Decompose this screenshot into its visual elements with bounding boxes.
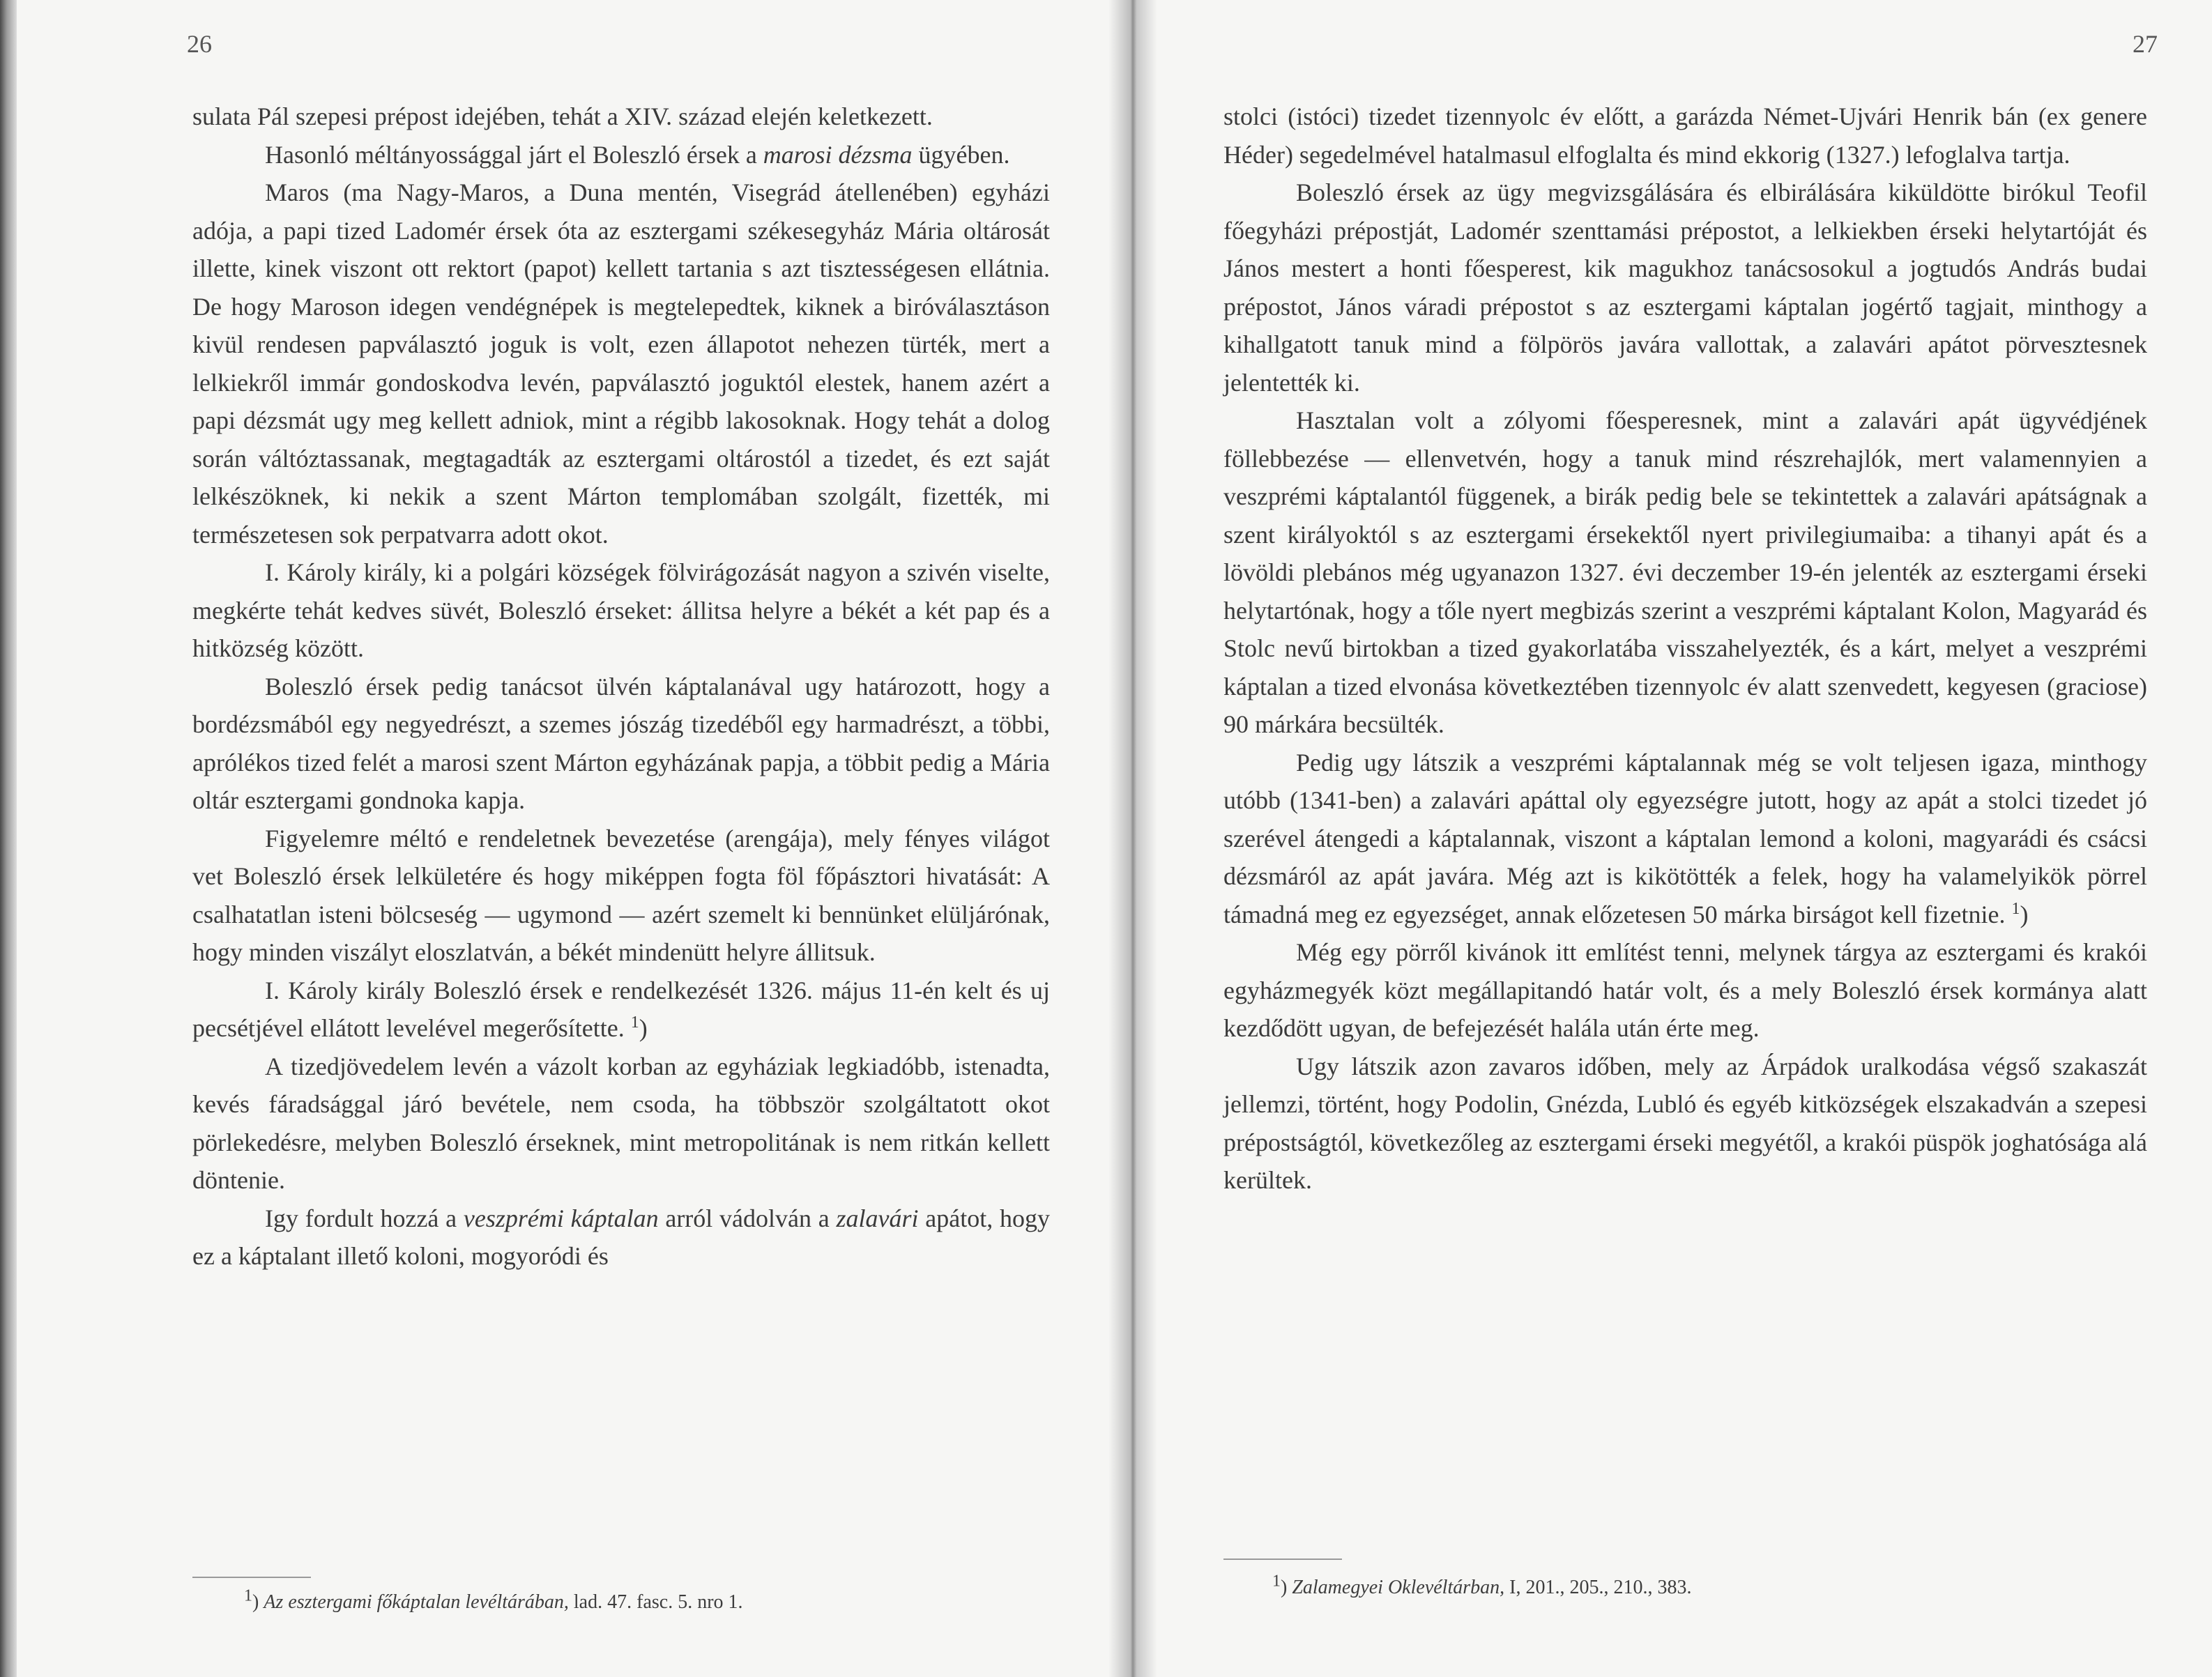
paragraph: Ugy látszik azon zavaros időben, mely az Árpádok uralkodása végső szakaszát jellemzi, történt, hogy Podolin, Gnézda, Lubló és egyéb kitközségek elszakadván a szepesi prépostságtól, következőleg az esztergami érseki megyétől, a krakói püspök joghatósága alá kerültek. — [1223, 1052, 2147, 1194]
paragraph: Hasztalan volt a zólyomi főesperesnek, mint a zalavári apát ügyvédjének föllebbezése — ellenvetvén, hogy a tanuk mind részrehajlók, mert valamennyien a veszprémi káptalantól függenek, a birák pedig bele se tekintettek a zalavári apátságnak a szent királyoktól s az esztergami érsekektől nyert privilegiumaiba: a tihanyi apát és a lövöldi plebános még ugyanazon 1327. évi deczember 19-én jelenték az esztergami érseki helytartónak, hogy a tőle nyert megbizás szerint a veszprémi káptalant Kolon, Magyarád és Stolc nevű birtokban a tized gyakorlatába visszahelyezték, és a kárt, melyet a veszprémi káptalan a tized elvonása következtében tizennyolc év alatt szenvedett, kegyesen (graciose) 90 márkára becsülték. — [1223, 406, 2147, 738]
paragraph: stolci (istóci) tizedet tizennyolc év előtt, a garázda Német-Ujvári Henrik bán (ex genere Héder) segedelmével hatalmasul elfoglalta és mind ekkorig (1327.) lefoglalva tartja. — [1223, 102, 2147, 169]
footnote-ref: lad. 47. fasc. 5. nro 1. — [568, 1591, 743, 1613]
paragraph: Boleszló érsek az ügy megvizsgálására és elbirálására kiküldötte birókul Teofil főegyházi prépostját, Ladomér szenttamási prépostot, a lelkiekben érseki helytartóját és János mestert a honti főesperest, kik magukhoz tanácsosokul a jogtudós András budai prépostot, János váradi prépostot s az esztergami káptalan jogértő tagjait, minthogy a kihallgatott tanuk mind a fölpörös javára vallottak, a zalavári apátot pörvesztesnek jelentették ki. — [1223, 178, 2147, 397]
body-text — [192, 98, 1050, 1276]
paragraph: A tizedjövedelem levén a vázolt korban az egyháziak legkiadóbb, istenadta, kevés fáradsággal járó bevétele, nem csoda, ha többször szolgáltatott okot pörlekedésre, melyben Boleszló érseknek, mint metropolitának is nem ritkán kellett döntenie. — [192, 1052, 1050, 1194]
body-text — [1223, 98, 2147, 1200]
paragraph: Még egy pörről kivánok itt említést tenni, melynek tárgya az esztergami és krakói egyházmegyék közt megállapitandó határ volt, és a mely Boleszló érsek kormánya alatt kezdődött ugyan, de befejezését halála után érte meg. — [1223, 938, 2147, 1042]
footnote-ref: I, 201., 205., 210., 383. — [1504, 1577, 1692, 1598]
binding-edge — [0, 0, 17, 1677]
text-run: apátot, hogy ez a káptalant illető koloni, mogyoródi és — [192, 1204, 1050, 1270]
paragraph: Boleszló érsek pedig tanácsot ülvén káptalanával ugy határozott, hogy a bordézsmából egy negyedrészt, a szemes jószág tizedéből egy harmadrészt, a többi, aprólékos tized felét a marosi szent Márton egyházának papja, a többit pedig a Mária oltár esztergami gondnoka kapja. — [192, 672, 1050, 814]
footnote: $^1$) Az esztergami főkáptalan levéltárában, lad. 47. fasc. 5. nro 1. — [244, 1586, 743, 1613]
footnote-marker: 1 — [2011, 899, 2020, 918]
italic-term: marosi dézsma — [763, 140, 913, 169]
paragraph: I. Károly király, ki a polgári községek fölvirágozását nagyon a szivén viselte, megkérte tehát kedves süvét, Boleszló érseket: állitsa helyre a békét a két pap és a hitközség között. — [192, 558, 1050, 662]
footnote-rule — [192, 1577, 311, 1578]
footnote-source: Az esztergami főkáptalan levéltárában, — [264, 1591, 569, 1613]
footnote-marker: 1 — [244, 1586, 252, 1605]
paragraph: sulata Pál szepesi prépost idejében, tehát a XIV. század elején keletkezett. — [192, 102, 933, 130]
text-run: Hasonló méltányossággal járt el Boleszló érsek a — [265, 140, 763, 169]
footnote-marker: 1 — [1272, 1572, 1281, 1591]
book-gutter — [1108, 0, 1157, 1677]
footnote-rule — [1223, 1559, 1342, 1560]
text-run: arról vádolván a — [658, 1204, 837, 1232]
page-number: 26 — [187, 30, 212, 58]
footnote-marker: 1 — [630, 1013, 639, 1032]
paragraph: Maros (ma Nagy-Maros, a Duna mentén, Visegrád átellenében) egyházi adója, a papi tized Ladomér érsek óta az esztergami székesegyház Mária oltárosát illette, kinek viszont ott rektort (papot) kellett tartania s azt tisztességesen ellátnia. De hogy Maroson idegen vendégnépek is megtelepedtek, kiknek a biróválasztáson kivül rendesen papválasztó joguk is volt, ezen állapotot nehezen türték, mert a lelkiekről immár gondoskodva levén, papválasztó joguktól elestek, hanem azért a papi dézsmát ugy meg kellett adniok, mint a régibb lakosoknak. Hogy tehát a dolog során váltóztassanak, megtagadták az esztergami oltárostól a tizedet, és ezt saját lelkészöknek, ki nekik a szent Márton templomában szolgált, fizették, mi természetesen sok perpatvarra adott okot. — [192, 178, 1050, 549]
italic-term: zalavári — [836, 1204, 919, 1232]
paragraph — [192, 136, 1050, 174]
text-run: I. Károly király Boleszló érsek e rendelkezését 1326. május 11-én kelt és uj pecsétjével ellátott levelével megerősítette. — [192, 976, 1050, 1042]
text-run: Igy fordult hozzá a — [265, 1204, 464, 1232]
text-run: Pedig ugy látszik a veszprémi káptalannak még se volt teljesen igaza, minthogy utóbb (1341-ben) a zalavári apáttal oly egyezségre jutott, hogy az apát a stolci tizedet jó szerével átengedi a káptalannak, viszont a káptalan lemond a koloni, magyarádi és csácsi dézsmáról az apát javára. Még azt is kikötötték a felek, hogy ha valamelyikök pörrel támadná meg ez egyezséget, annak előzetesen 50 márka birságot kell fizetnie. — [1223, 748, 2147, 928]
footnote-source: Zalamegyei Oklevéltárban, — [1292, 1577, 1505, 1598]
paragraph: I. Károly király Boleszló érsek e rendelkezését 1326. május 11-én kelt és uj pecsétjével ellátott levelével megerősítette. $^1$) — [192, 976, 1050, 1042]
italic-term: veszprémi káptalan — [463, 1204, 659, 1232]
footnote: $^1$) Zalamegyei Oklevéltárban, I, 201., 205., 210., 383. — [1272, 1572, 1692, 1598]
text-run: ügyében. — [912, 140, 1010, 169]
paragraph: Pedig ugy látszik a veszprémi káptalannak még se volt teljesen igaza, minthogy utóbb (1341-ben) a zalavári apáttal oly egyezségre jutott, hogy az apát a stolci tizedet jó szerével átengedi a káptalannak, viszont a káptalan lemond a koloni, magyarádi és csácsi dézsmáról az apát javára. Még azt is kikötötték a felek, hogy ha valamelyikök pörrel támadná meg ez egyezséget, annak előzetesen 50 márka birságot kell fizetnie. $^1$) — [1223, 748, 2147, 928]
paragraph: Figyelemre méltó e rendeletnek bevezetése (arengája), mely fényes világot vet Boleszló érsek lelkületére és hogy miképpen fogta föl főpásztori hivatását: A csalhatatlan isteni bölcseség — ugymond — azért szemelt ki bennünket elüljárónak, hogy minden viszályt eloszlatván, a békét mindenütt helyre állitsuk. — [192, 824, 1050, 966]
right-page — [1133, 0, 2212, 1677]
page-number: 27 — [2133, 30, 2158, 58]
paragraph — [192, 1200, 1050, 1276]
